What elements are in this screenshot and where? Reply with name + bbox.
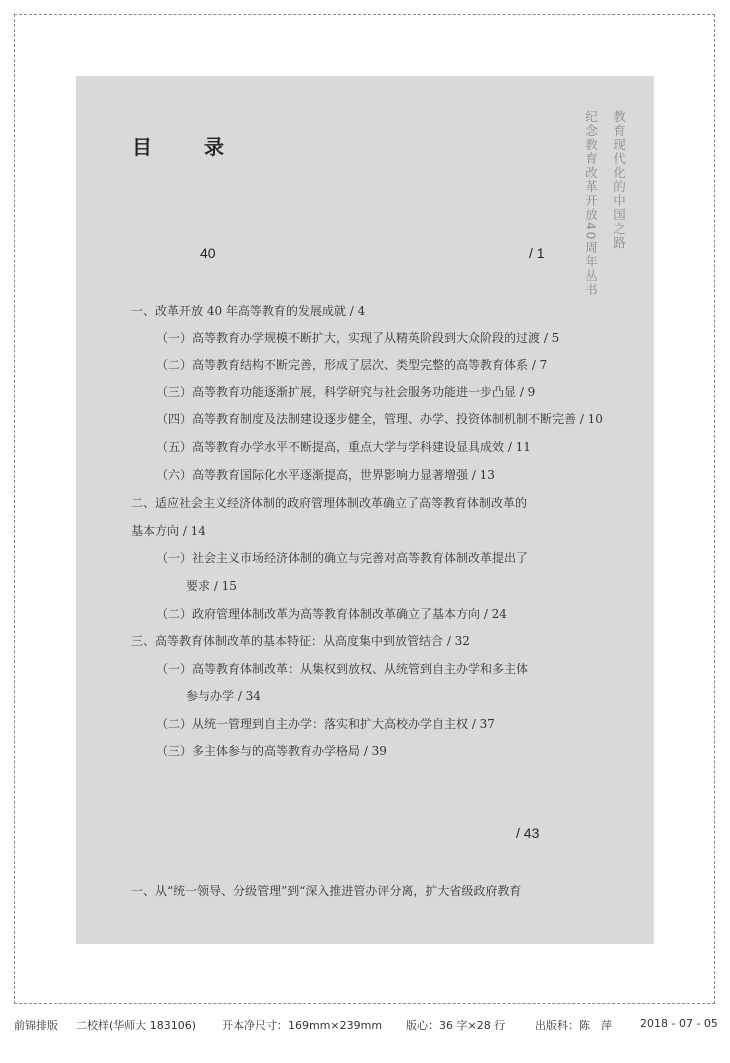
toc-entry: （三）多主体参与的高等教育办学格局 / 39 [156, 744, 387, 758]
toc-entry: 二、适应社会主义经济体制的政府管理体制改革确立了高等教育体制改革的 [131, 496, 528, 510]
section-intro-number: 40 [200, 245, 216, 261]
toc-entry-continuation: 基本方向 / 14 [131, 524, 206, 538]
footer-department: 出版科：陈 萍 [535, 1019, 612, 1032]
toc-entry: （一）社会主义市场经济体制的确立与完善对高等教育体制改革提出了 [156, 551, 529, 565]
document-page [76, 76, 654, 944]
toc-entry: 一、改革开放 40 年高等教育的发展成就 / 4 [131, 304, 366, 318]
toc-entry: （四）高等教育制度及法制建设逐步健全，管理、办学、投资体制机制不断完善 / 10 [156, 412, 603, 426]
section-2-page: / 43 [516, 825, 540, 841]
toc-entry: （三）高等教育功能逐渐扩展，科学研究与社会服务功能进一步凸显 / 9 [156, 385, 536, 399]
footer-proof: 二校样(华师大 183106) [76, 1019, 197, 1032]
toc-entry: （一）高等教育办学规模不断扩大，实现了从精英阶段到大众阶段的过渡 / 5 [156, 331, 560, 345]
toc-entry: （二）高等教育结构不断完善，形成了层次、类型完整的高等教育体系 / 7 [156, 358, 548, 372]
toc-entry-continuation: 参与办学 / 34 [186, 689, 261, 703]
section-intro-page: / 1 [529, 245, 545, 261]
toc-entry: 三、高等教育体制改革的基本特征：从高度集中到放管结合 / 32 [131, 634, 470, 648]
toc-entry: （二）从统一管理到自主办学：落实和扩大高校办学自主权 / 37 [156, 717, 495, 731]
footer-trim-size: 开本净尺寸：169mm×239mm [222, 1019, 383, 1032]
series-title-vertical: 教育现代化的中国之路 [611, 110, 627, 250]
toc-entry: （二）政府管理体制改革为高等教育体制改革确立了基本方向 / 24 [156, 607, 507, 621]
toc-entry-continuation: 要求 / 15 [186, 579, 237, 593]
page-title: 目 录 [132, 135, 240, 159]
footer-typesetter: 前锦排版 [14, 1019, 58, 1032]
toc-entry: （五）高等教育办学水平不断提高，重点大学与学科建设显具成效 / 11 [156, 440, 531, 454]
toc-entry: （六）高等教育国际化水平逐渐提高，世界影响力显著增强 / 13 [156, 468, 495, 482]
toc-entry: （一）高等教育体制改革：从集权到放权、从统管到自主办学和多主体 [156, 662, 529, 676]
toc-entry: 一、从“统一领导、分级管理”到“深入推进管办评分离，扩大省级政府教育 [131, 884, 522, 898]
footer-date: 2018 - 07 - 05 [640, 1017, 718, 1030]
series-subtitle-vertical: 纪念教育改革开放40周年丛书 [583, 110, 599, 297]
footer-type-area: 版心：36 字×28 行 [406, 1019, 506, 1032]
